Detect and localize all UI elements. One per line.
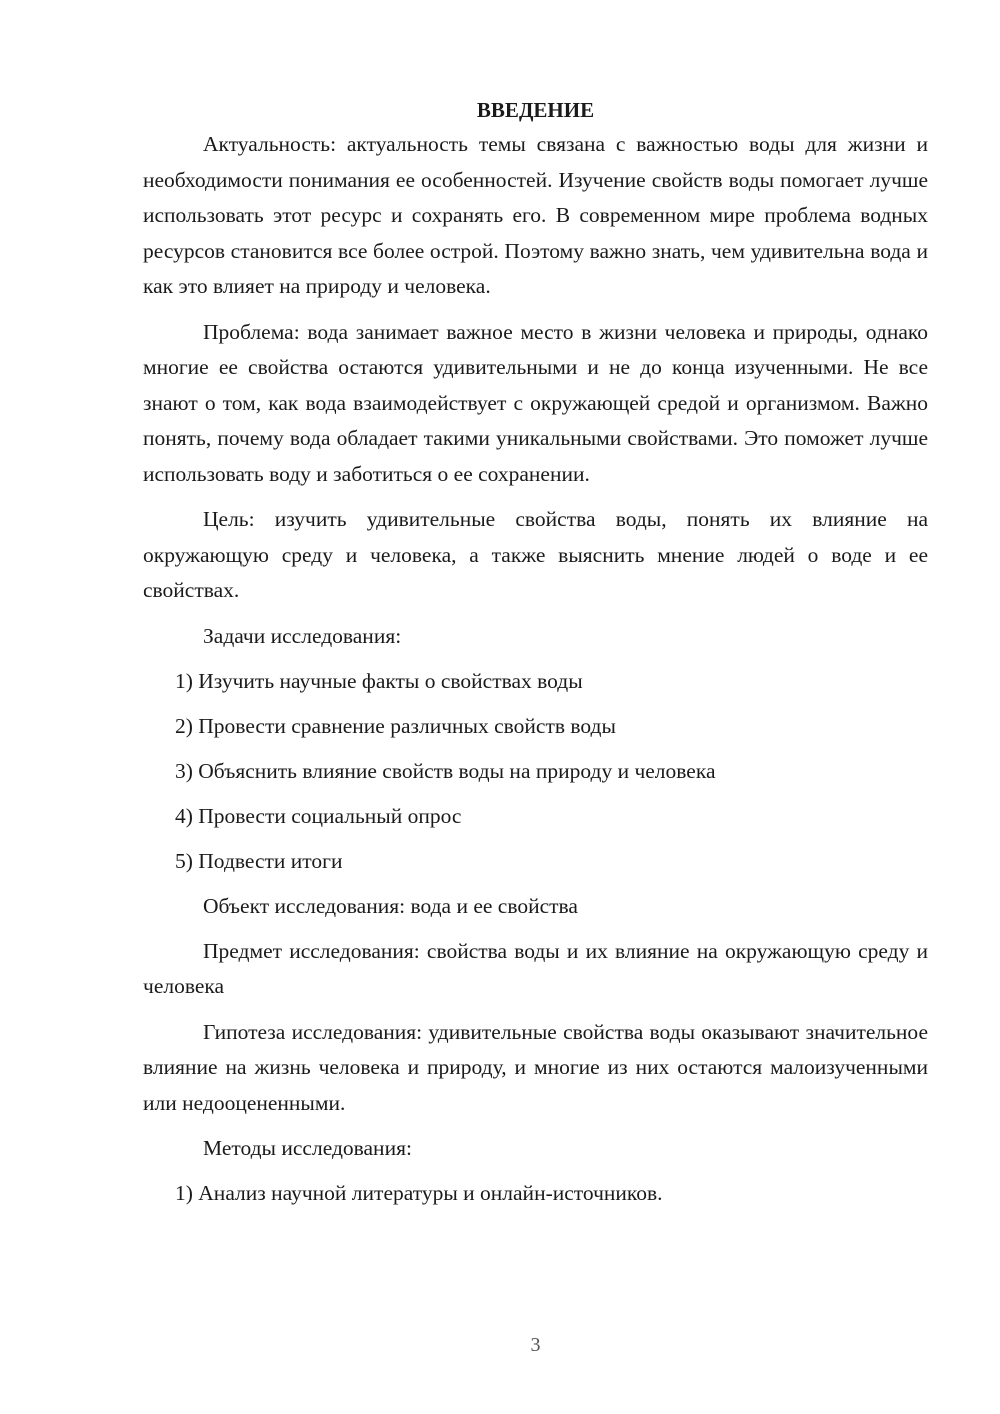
tasks-list: [143, 664, 928, 880]
research-subject: Предмет исследования: свойства воды и их влияние на окружающую среду и человека: [143, 938, 928, 998]
list-item: 5) Подвести итоги: [175, 848, 343, 873]
tasks-heading: Задачи исследования:: [203, 623, 402, 648]
research-hypothesis: Гипотеза исследования: удивительные свойства воды оказывают значительное влияние на жизнь человека и природу, и многие из них остаются малоизученными или недооцененными.: [143, 1019, 928, 1115]
paragraph-relevance: Актуальность: актуальность темы связана с важностью воды для жизни и необходимости понимания ее особенностей. Изучение свойств воды помогает лучше использовать этот ресурс и сохранять его. В современном мире проблема водных ресурсов становится все более острой. Поэтому важно знать, чем удивительна вода и как это влияет на природу и человека.: [143, 132, 928, 298]
list-item: 4) Провести социальный опрос: [175, 803, 462, 828]
list-item: 2) Провести сравнение различных свойств воды: [175, 713, 616, 738]
list-item: 3) Объяснить влияние свойств воды на природу и человека: [175, 758, 716, 783]
methods-list: [143, 1176, 928, 1212]
methods-heading: Методы исследования:: [203, 1136, 412, 1160]
research-object: Объект исследования: вода и ее свойства: [203, 893, 578, 918]
section-title: ВВЕДЕНИЕ: [476, 98, 595, 122]
paragraph-problem: Проблема: вода занимает важное место в жизни человека и природы, однако многие ее свойства остаются удивительными и не до конца изученными. Не все знают о том, как вода взаимодействует с окружающей средой и организмом. Важно понять, почему вода обладает такими уникальными свойствами. Это поможет лучше использовать воду и заботиться о ее сохранении.: [143, 319, 928, 486]
page-number: 3: [530, 1334, 541, 1356]
list-item: 1) Анализ научной литературы и онлайн-источников.: [175, 1181, 663, 1205]
document-page: [143, 95, 928, 1221]
list-item: 1) Изучить научные факты о свойствах воды: [175, 668, 583, 693]
paragraph-goal: Цель: изучить удивительные свойства воды, понять их влияние на окружающую среду и человека, а также выяснить мнение людей о воде и ее свойствах.: [143, 507, 928, 602]
